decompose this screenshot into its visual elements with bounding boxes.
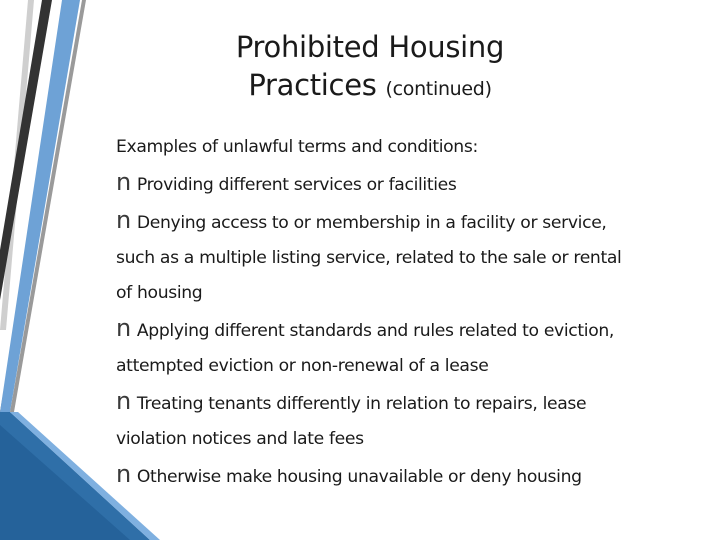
bullet-list <box>116 165 686 495</box>
list-item-text: Providing different services or facilities <box>136 175 457 195</box>
list-item-text: Denying access to or membership in a facility or service, <box>136 213 607 233</box>
list-item-line <box>116 384 686 422</box>
list-item-text: attempted eviction or non-renewal of a lease <box>116 356 489 376</box>
title-line-1: Prohibited Housing <box>235 30 505 64</box>
list-item-line <box>116 165 686 203</box>
list-item-line <box>116 457 686 495</box>
title-main: Practices <box>248 68 377 102</box>
bullet-marker: n <box>116 460 131 488</box>
intro-text: Examples of unlawful terms and conditions: <box>116 137 478 157</box>
title-line-2 <box>140 66 600 108</box>
list-item-text: Treating tenants differently in relation to repairs, lease <box>136 394 587 414</box>
bullet-marker: n <box>116 387 131 415</box>
list-item-text: of housing <box>116 283 203 303</box>
list-item-text: Otherwise make housing unavailable or deny housing <box>136 467 582 487</box>
list-item-line <box>116 241 686 276</box>
list-item-line <box>116 276 686 311</box>
bullet-marker: n <box>116 206 131 234</box>
slide-body <box>116 130 686 495</box>
slide-title <box>140 28 600 108</box>
list-item-line <box>116 422 686 457</box>
list-item-line <box>116 349 686 384</box>
list-item-text: Applying different standards and rules related to eviction, <box>136 321 615 341</box>
list-item-line <box>116 311 686 349</box>
list-item-text: violation notices and late fees <box>116 429 364 449</box>
title-sub: (continued) <box>385 78 492 100</box>
bullet-marker: n <box>116 314 131 342</box>
list-item-text: such as a multiple listing service, related to the sale or rental <box>116 248 622 268</box>
list-item-line <box>116 203 686 241</box>
bullet-marker: n <box>116 168 131 196</box>
